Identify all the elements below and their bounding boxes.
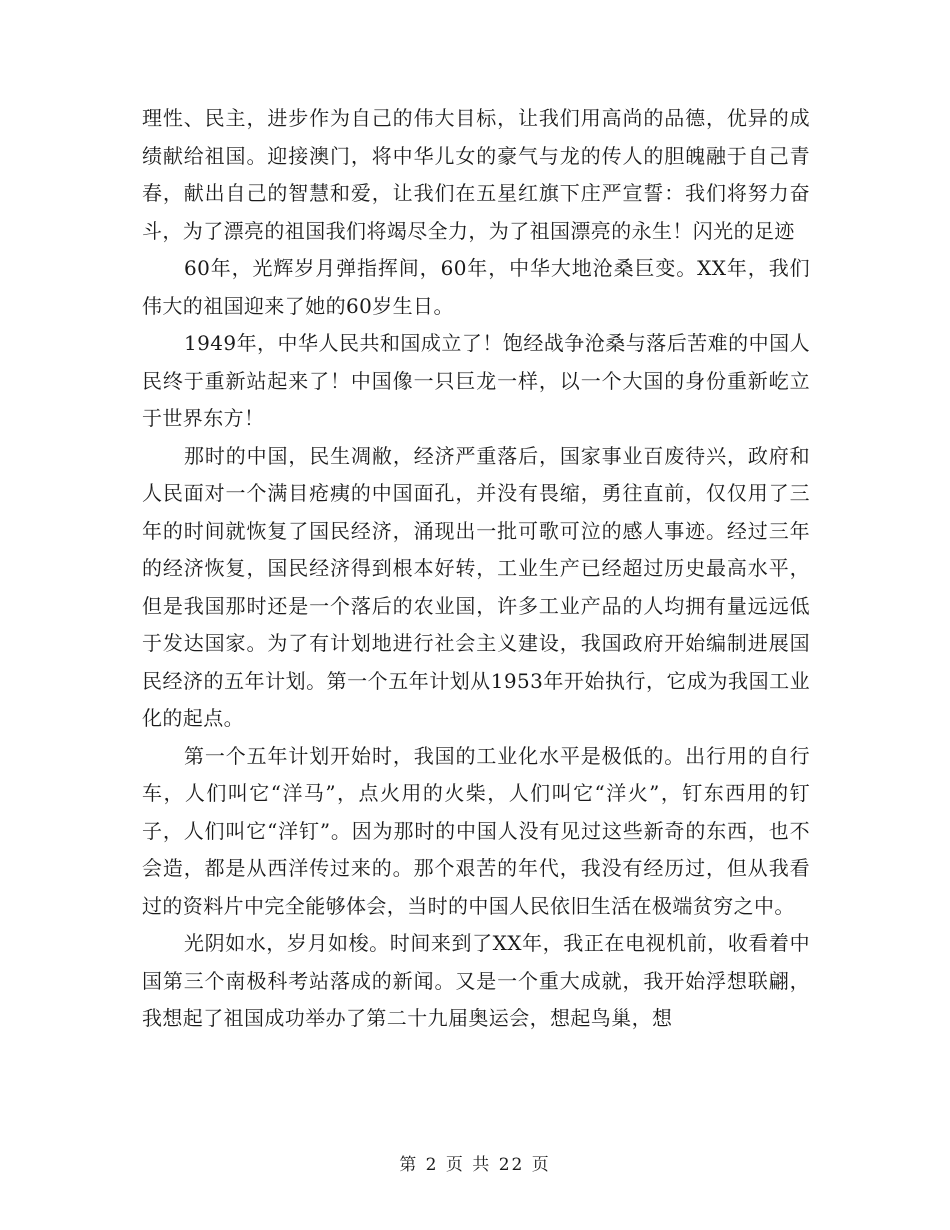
paragraph-4: 那时的中国，民生凋敝，经济严重落后，国家事业百废待兴，政府和人民面对一个满目疮痍的中国面孔，并没有畏缩，勇往直前，仅仅用了三年的时间就恢复了国民经济，涌现出一批可歌可泣的感人事迹。经过三年的经济恢复，国民经济得到根本好转，工业生产已经超过历史最高水平，但是我国那时还是一个落后的农业国，许多工业产品的人均拥有量远远低于发达国家。为了有计划地进行社会主义建设，我国政府开始编制进展国民经济的五年计划。第一个五年计划从1953年开始执行，它成为我国工业化的起点。	[142, 443, 810, 730]
paragraph-1: 理性、民主，进步作为自己的伟大目标，让我们用高尚的品德，优异的成绩献给祖国。迎接澳门，将中华儿女的豪气与龙的传人的胆魄融于自己青春，献出自己的智慧和爱，让我们在五星红旗下庄严宣誓：我们将努力奋斗，为了漂亮的祖国我们将竭尽全力，为了祖国漂亮的永生！闪光的足迹	[142, 106, 810, 243]
paragraph-3: 1949年，中华人民共和国成立了！饱经战争沧桑与落后苦难的中国人民终于重新站起来了！中国像一只巨龙一样，以一个大国的身份重新屹立于世界东方！	[142, 331, 810, 430]
document-body	[142, 100, 810, 1038]
paragraph-2: 60年，光辉岁月弹指挥间，60年，中华大地沧桑巨变。XX年，我们伟大的祖国迎来了她的60岁生日。	[142, 256, 810, 318]
page-number-footer: 第 2 页 共 22 页	[399, 1155, 551, 1175]
paragraph-5: 第一个五年计划开始时，我国的工业化水平是极低的。出行用的自行车，人们叫它“洋马”，点火用的火柴，人们叫它“洋火”，钉东西用的钉子，人们叫它“洋钉”。因为那时的中国人没有见过这些新奇的东西，也不会造，都是从西洋传过来的。那个艰苦的年代，我没有经历过，但从我看过的资料片中完全能够体会，当时的中国人民依旧生活在极端贫穷之中。	[142, 743, 810, 918]
paragraph-6: 光阴如水，岁月如梭。时间来到了XX年，我正在电视机前，收看着中国第三个南极科考站落成的新闻。又是一个重大成就，我开始浮想联翩，我想起了祖国成功举办了第二十九届奥运会，想起鸟巢，想	[142, 931, 810, 1030]
